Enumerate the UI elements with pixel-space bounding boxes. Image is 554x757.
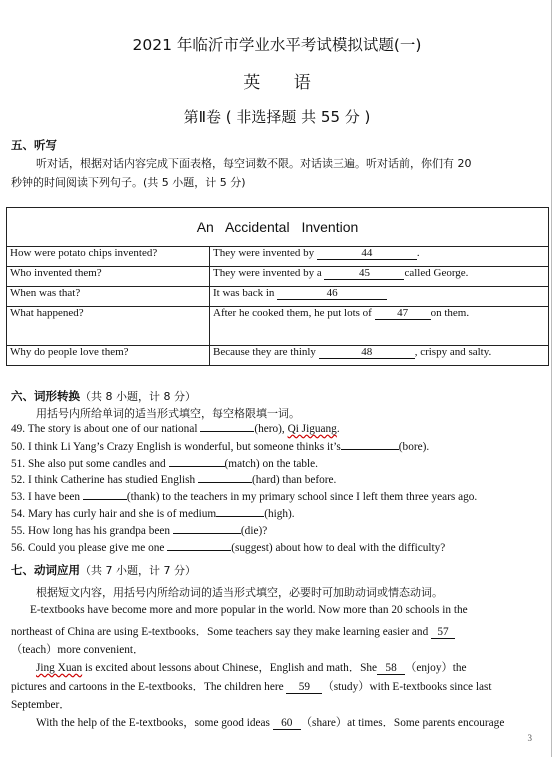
table-row	[7, 307, 549, 346]
question-cell: Why do people love them?	[7, 346, 210, 366]
list-item: 56. Could you please give me one (suggest) about how to deal with the difficulty?	[11, 542, 446, 554]
section5-instruction-line1: 听对话，根据对话内容完成下面表格，每空词数不限。对话读三遍。听对话前，你们有 20	[36, 157, 472, 170]
answer-blank-59[interactable]: 59	[286, 681, 322, 694]
table-row	[7, 247, 549, 267]
answer-blank-44[interactable]: 44	[317, 247, 417, 260]
list-item: 50. I think Li Yang’s Crazy English is wonderful, but someone thinks it’s (bore).	[11, 441, 430, 453]
answer-blank-52[interactable]	[198, 482, 252, 483]
answer-cell: Because they are thinly 48 , crispy and salty.	[210, 346, 549, 366]
section6-instruction: 用括号内所给单词的适当形式填空，每空格限填一词。	[36, 407, 300, 420]
subject-title: 英 语	[243, 73, 325, 93]
list-item: 55. How long has his grandpa been (die)?	[11, 525, 268, 537]
section6-header	[11, 387, 196, 405]
question-cell: How were potato chips invented?	[7, 247, 210, 267]
answer-blank-57[interactable]: 57	[431, 626, 455, 639]
passage-line: Jing Xuan is excited about lessons about Chinese，English and math．She 58 （enjoy）the	[36, 662, 467, 674]
passage-line: pictures and cartoons in the E-textbooks．The children here 59 （study）with E-textbooks since last	[11, 681, 492, 693]
answer-blank-48[interactable]: 48	[319, 346, 415, 359]
answer-blank-47[interactable]: 47	[375, 307, 431, 320]
answer-cell: They were invented by 44 .	[210, 247, 549, 267]
table-row	[7, 267, 549, 287]
section5-instruction-line2: 秒钟的时间阅读下列句子。(共 5 小题，计 5 分)	[11, 176, 246, 189]
passage-line: September．	[11, 699, 71, 711]
name-jing-xuan: Jing Xuan	[36, 662, 83, 674]
answer-blank-56[interactable]	[167, 550, 231, 551]
table-title: An Accidental Invention	[7, 208, 549, 247]
list-item: 53. I have been (thank) to the teachers in my primary school since I left them three years ago.	[11, 491, 478, 503]
answer-blank-49[interactable]	[200, 431, 254, 432]
passage-line: （teach）more convenient．	[11, 644, 145, 656]
answer-cell: They were invented by a 45 called George.	[210, 267, 549, 287]
section6-heading: 六、词形转换	[11, 389, 80, 403]
list-item: 52. I think Catherine has studied English (hard) than before.	[11, 474, 337, 486]
exam-title: 2021 年临沂市学业水平考试模拟试题(一)	[132, 36, 422, 54]
passage-line: E-textbooks have become more and more popular in the world. Now more than 20 schools in the	[30, 604, 468, 616]
question-cell: Who invented them?	[7, 267, 210, 287]
page-edge-line	[551, 0, 552, 757]
answer-blank-46[interactable]: 46	[277, 287, 387, 300]
passage-line: With the help of the E-textbooks，some good ideas 60 （share）at times．Some parents encourage	[36, 717, 505, 729]
table-row	[7, 346, 549, 366]
answer-blank-53[interactable]	[83, 499, 127, 500]
answer-blank-45[interactable]: 45	[324, 267, 404, 280]
page-number: 3	[527, 733, 532, 743]
section6-note: （共 8 小题，计 8 分）	[80, 390, 196, 403]
answer-blank-60[interactable]: 60	[273, 717, 301, 730]
section7-heading: 七、动词应用	[11, 563, 80, 577]
passage-line: northeast of China are using E-textbooks．Some teachers say they make learning easier and 57	[11, 623, 455, 639]
list-item: 51. She also put some candles and (match) on the table.	[11, 458, 318, 470]
list-item: 49. The story is about one of our national (hero), Qi Jiguang.	[11, 423, 340, 435]
question-cell: What happened?	[7, 307, 210, 346]
answer-cell: After he cooked them, he put lots of 47 on them.	[210, 307, 549, 346]
section7-header	[11, 561, 196, 579]
section7-instruction: 根据短文内容，用括号内所给动词的适当形式填空，必要时可加助动词或情态动词。	[36, 586, 443, 599]
answer-blank-50[interactable]	[341, 449, 399, 450]
listening-table	[6, 207, 549, 366]
part-title: 第Ⅱ卷 ( 非选择题 共 55 分 )	[183, 108, 371, 126]
answer-blank-55[interactable]	[173, 533, 241, 534]
section7-note: （共 7 小题，计 7 分）	[80, 564, 196, 577]
answer-blank-54[interactable]	[216, 516, 264, 517]
answer-blank-51[interactable]	[169, 466, 225, 467]
list-item: 54. Mary has curly hair and she is of medium (high).	[11, 508, 295, 520]
table-row	[7, 287, 549, 307]
question-cell: When was that?	[7, 287, 210, 307]
answer-cell: It was back in 46	[210, 287, 549, 307]
section5-heading: 五、听写	[11, 138, 57, 152]
answer-blank-58[interactable]: 58	[377, 662, 405, 675]
